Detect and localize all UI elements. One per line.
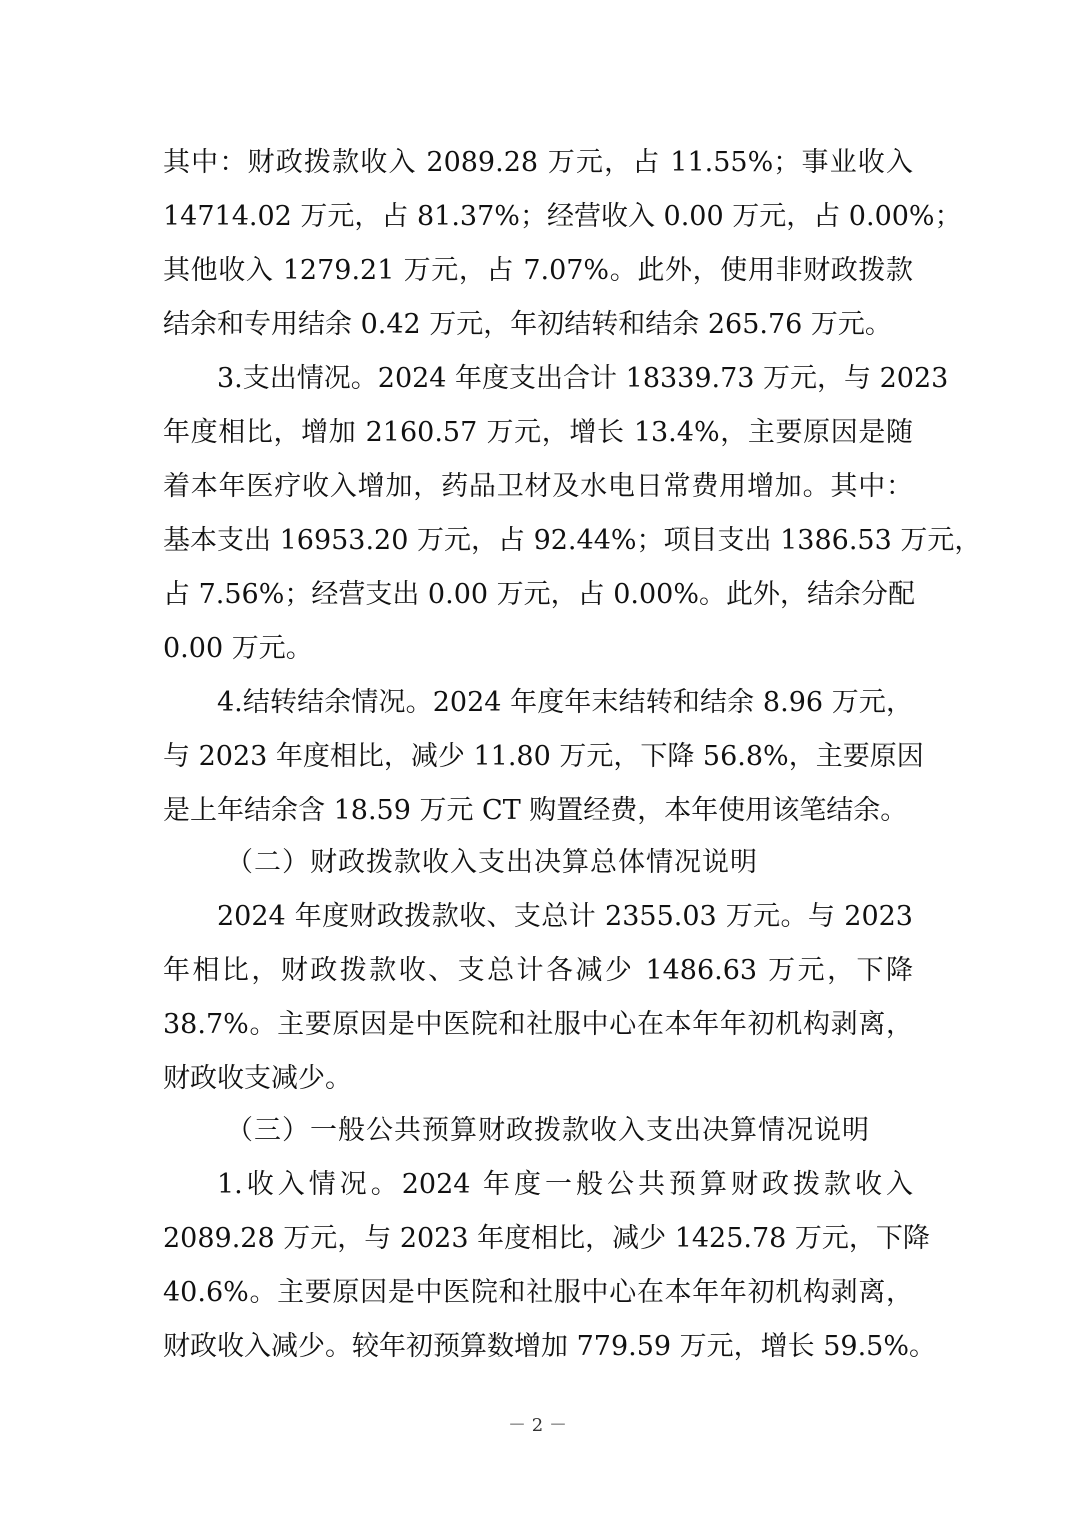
text-line: 38.7%。主要原因是中医院和社服中心在本年年初机构剥离，: [163, 1009, 913, 1040]
text-line: 财政收入减少。较年初预算数增加 779.59 万元，增长 59.5%。: [163, 1331, 936, 1362]
text-line: 是上年结余含 18.59 万元 CT 购置经费，本年使用该笔结余。: [163, 795, 908, 826]
text-line: 其他收入 1279.21 万元，占 7.07%。此外，使用非财政拨款: [163, 255, 913, 286]
text-line: 年度相比，增加 2160.57 万元，增长 13.4%，主要原因是随: [163, 417, 913, 448]
text-line: 14714.02 万元，占 81.37%；经营收入 0.00 万元，占 0.00%；: [163, 201, 962, 232]
text-line: 其中：财政拨款收入 2089.28 万元，占 11.55%；事业收入: [163, 147, 913, 178]
text-line: 3.支出情况。2024 年度支出合计 18339.73 万元，与 2023: [217, 363, 949, 394]
section-heading: （二）财政拨款收入支出决算总体情况说明: [226, 847, 758, 878]
text-line: 4.结转结余情况。2024 年度年末结转和结余 8.96 万元，: [217, 687, 913, 718]
page-number: － 2 －: [508, 1415, 567, 1436]
text-line: 占 7.56%；经营支出 0.00 万元，占 0.00%。此外，结余分配: [163, 579, 915, 610]
text-line: 2089.28 万元，与 2023 年度相比，减少 1425.78 万元，下降: [163, 1223, 930, 1254]
text-line: 40.6%。主要原因是中医院和社服中心在本年年初机构剥离，: [163, 1277, 913, 1308]
text-line: 年相比，财政拨款收、支总计各减少 1486.63 万元，下降: [163, 955, 913, 986]
text-line: 着本年医疗收入增加，药品卫材及水电日常费用增加。其中：: [163, 471, 913, 502]
text-line: 2024 年度财政拨款收、支总计 2355.03 万元。与 2023: [217, 901, 913, 932]
section-heading: （三）一般公共预算财政拨款收入支出决算情况说明: [226, 1115, 870, 1146]
text-line: 1.收入情况。2024 年度一般公共预算财政拨款收入: [217, 1169, 913, 1200]
text-line: 基本支出 16953.20 万元，占 92.44%；项目支出 1386.53 万元，: [163, 525, 982, 556]
text-line: 0.00 万元。: [163, 633, 313, 664]
text-line: 财政收支减少。: [163, 1063, 352, 1094]
text-line: 与 2023 年度相比，减少 11.80 万元，下降 56.8%，主要原因: [163, 741, 924, 772]
text-line: 结余和专用结余 0.42 万元，年初结转和结余 265.76 万元。: [163, 309, 892, 340]
